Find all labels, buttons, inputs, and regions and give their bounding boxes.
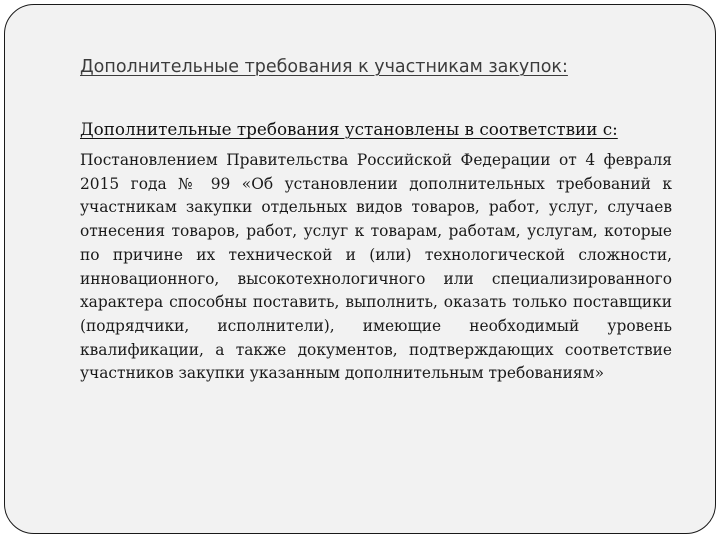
section-subheading: Дополнительные требования установлены в соответствии с: xyxy=(80,119,618,139)
body-paragraph: Постановлением Правительства Российской Федерации от 4 февраля 2015 года № 99 «Об установлении дополнительных требований к участникам закупки отдельных видов товаров, работ, услуг, случаев отнесения товаров, работ, услуг к товарам, работам, услугам, которые по причине их технической и (или) технологической сложности, инновационного, высокотехнологичного или специализированного характера способны поставить, выполнить, оказать только поставщики (подрядчики, исполнители), имеющие необходимый уровень квалификации, а также документов, подтверждающих соответствие участников закупки указанным дополнительным требованиям» xyxy=(80,151,672,383)
slide-title: Дополнительные требования к участникам закупок: xyxy=(80,57,568,77)
